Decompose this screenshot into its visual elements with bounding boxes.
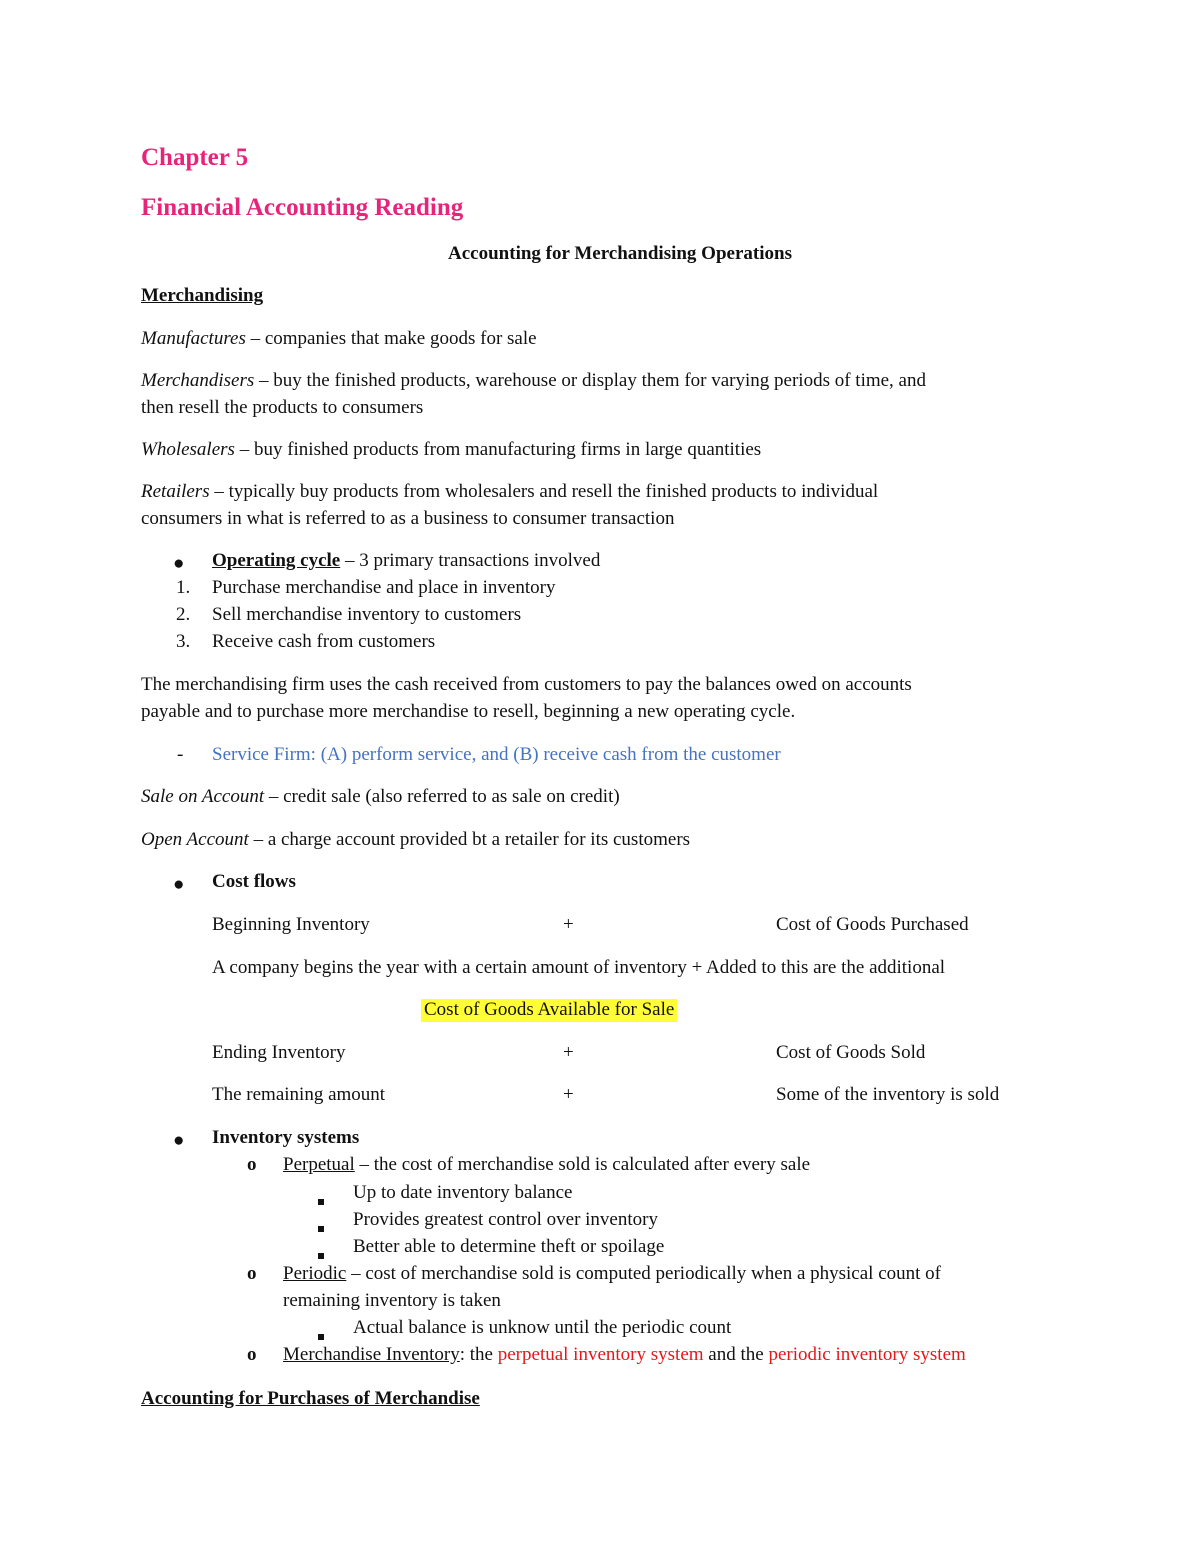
cost-flow-right: Cost of Goods Sold (776, 1042, 926, 1063)
def-retailers-cont: consumers in what is referred to as a business to consumer transaction (141, 508, 675, 529)
def-term: Manufactures (141, 328, 246, 349)
def-text: – typically buy products from wholesalers and resell the finished products to individual (209, 481, 879, 502)
cost-flow-left: Ending Inventory (212, 1042, 346, 1063)
cost-flow-left: The remaining amount (212, 1084, 386, 1105)
def-term: Retailers (141, 481, 210, 502)
def-term: Open Account (141, 829, 249, 850)
step-number: 2. (176, 604, 191, 625)
bullet-disc: ● (173, 874, 185, 895)
def-text: – buy finished products from manufacturing firms in large quantities (234, 439, 762, 460)
cost-flow-plus: + (563, 1084, 574, 1105)
merchinv-term: Merchandise Inventory (283, 1344, 460, 1365)
inventory-systems-label: Inventory systems (212, 1127, 360, 1148)
def-manufactures (141, 328, 537, 351)
periodic-item (283, 1263, 941, 1286)
def-merchandisers (141, 370, 926, 393)
def-term: Merchandisers (141, 370, 255, 391)
step-text: Sell merchandise inventory to customers (212, 604, 522, 625)
def-term: Wholesalers (141, 439, 235, 460)
def-merchandisers-cont: then resell the products to consumers (141, 397, 424, 418)
periodic-subitem: Actual balance is unknow until the periodic count (353, 1317, 732, 1338)
bullet-o: o (247, 1154, 257, 1175)
bullet-o: o (247, 1263, 257, 1284)
periodic-text: – cost of merchandise sold is computed periodically when a physical count of (346, 1263, 941, 1284)
def-text: – a charge account provided bt a retailer for its customers (248, 829, 691, 850)
cost-flow-plus: + (563, 914, 574, 935)
step-number: 3. (176, 631, 191, 652)
purchases-heading: Accounting for Purchases of Merchandise (141, 1388, 480, 1409)
periodic-text-cont: remaining inventory is taken (283, 1290, 501, 1311)
merchandising-heading: Merchandising (141, 285, 264, 306)
service-firm-note: Service Firm: (A) perform service, and (B) receive cash from the customer (212, 744, 781, 765)
square-bullet (318, 1189, 324, 1212)
operating-cycle-item (212, 550, 600, 573)
def-open-account (141, 829, 690, 852)
operating-cycle-text: – 3 primary transactions involved (340, 550, 601, 571)
step-text: Purchase merchandise and place in inventory (212, 577, 556, 598)
merchinv-pre: the (465, 1344, 498, 1365)
subtitle: Financial Accounting Reading (141, 194, 464, 221)
perpetual-subitem: Better able to determine theft or spoilage (353, 1236, 665, 1257)
def-text: – credit sale (also referred to as sale on credit) (264, 786, 620, 807)
bullet-disc: ● (173, 1130, 185, 1151)
merchinv-colon: : (459, 1344, 466, 1365)
bullet-disc: ● (173, 553, 185, 574)
cost-flow-explanation: A company begins the year with a certain amount of inventory + Added to this are the additional (212, 957, 946, 978)
cost-flow-right: Cost of Goods Purchased (776, 914, 969, 935)
paragraph-line: payable and to purchase more merchandise to resell, beginning a new operating cycle. (141, 701, 796, 722)
perpetual-text: – the cost of merchandise sold is calculated after every sale (354, 1154, 811, 1175)
perpetual-system-text: perpetual inventory system (497, 1344, 704, 1365)
merchandise-inventory-item (283, 1344, 966, 1367)
paragraph-line: The merchandising firm uses the cash received from customers to pay the balances owed on accounts (141, 674, 912, 695)
cost-flows-label: Cost flows (212, 871, 296, 892)
def-text: – buy the finished products, warehouse or display them for varying periods of time, and (254, 370, 926, 391)
def-retailers (141, 481, 878, 504)
cost-flow-right: Some of the inventory is sold (776, 1084, 1000, 1105)
cost-flow-left: Beginning Inventory (212, 914, 370, 935)
highlighted-cogas: Cost of Goods Available for Sale (421, 999, 677, 1022)
step-text: Receive cash from customers (212, 631, 436, 652)
def-sale-on-account (141, 786, 620, 809)
step-number: 1. (176, 577, 191, 598)
periodic-term: Periodic (283, 1263, 347, 1284)
perpetual-term: Perpetual (283, 1154, 355, 1175)
periodic-system-text: periodic inventory system (768, 1344, 966, 1365)
chapter-title: Chapter 5 (141, 144, 249, 171)
operating-cycle-label: Operating cycle (212, 550, 341, 571)
merchinv-mid: and the (703, 1344, 769, 1365)
def-wholesalers (141, 439, 761, 462)
dash-bullet: - (177, 744, 184, 765)
square-bullet (318, 1216, 324, 1239)
def-term: Sale on Account (141, 786, 265, 807)
cost-flow-plus: + (563, 1042, 574, 1063)
perpetual-subitem: Up to date inventory balance (353, 1182, 573, 1203)
perpetual-subitem: Provides greatest control over inventory (353, 1209, 658, 1230)
main-title: Accounting for Merchandising Operations (448, 243, 792, 264)
bullet-o: o (247, 1344, 257, 1365)
perpetual-item (283, 1154, 810, 1177)
def-text: – companies that make goods for sale (245, 328, 537, 349)
